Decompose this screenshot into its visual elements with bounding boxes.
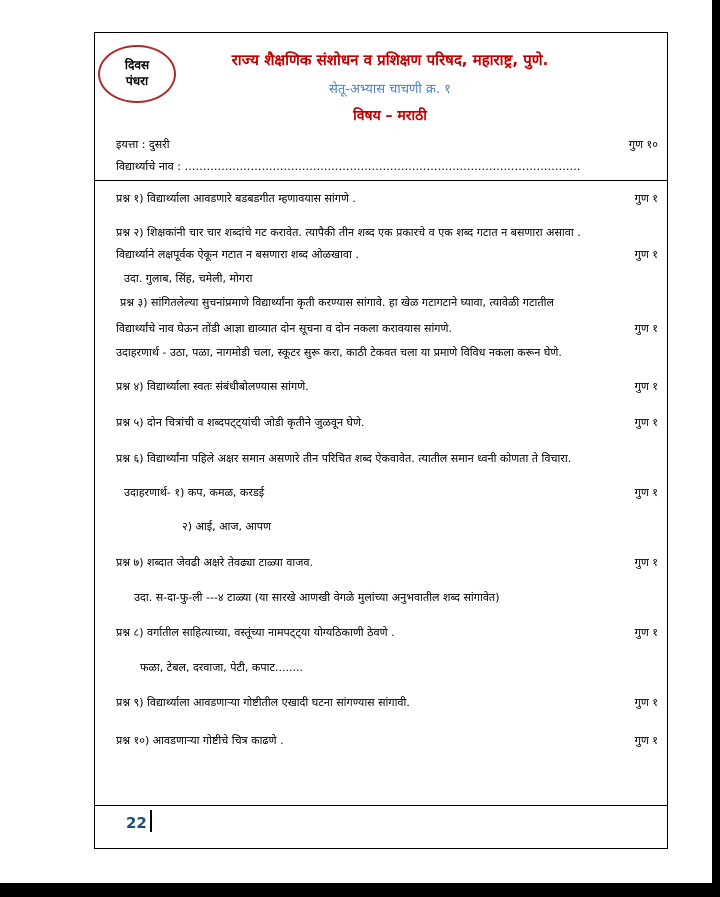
question-7: प्रश्न ७) शब्दात जेवढी अक्षरे तेवढ्या टाळ्या वाजव. (116, 556, 314, 569)
question-1-marks: गुण १ (634, 192, 658, 205)
question-5: प्रश्न ५) दोन चित्रांची व शब्दपट्ट्यांची जोडी कृतीने जुळवून घेणे. (116, 416, 365, 429)
question-2-example: उदा. गुलाब, सिंह, चमेली, मोगरा (124, 272, 253, 285)
question-6: प्रश्न ६) विद्यार्थ्यांना पहिले अक्षर समान असणारे तीन परिचित शब्द ऐकवावेत. त्यातील समान ध्वनी कोणता ते विचारा. (116, 452, 572, 465)
subject-title: विषय – मराठी (353, 108, 427, 124)
page-number-bar (150, 810, 152, 832)
question-8-marks: गुण १ (634, 626, 658, 639)
question-3-example: उदाहरणार्थ - उठा, पळा, नागमोडी चला, स्कूटर सुरू करा, काठी टेकवत चला या प्रमाणे विविध नकला करून घेणे. (116, 346, 562, 359)
question-10-marks: गुण १ (634, 734, 658, 747)
badge-line1: दिवस (124, 58, 150, 72)
question-7-marks: गुण १ (634, 556, 658, 569)
question-4-marks: गुण १ (634, 380, 658, 393)
student-name-label: विद्यार्थ्याचे नाव : ……………………………………………………………………………………………… (116, 160, 581, 173)
page-number: 22 (126, 814, 147, 832)
question-6-marks: गुण १ (634, 486, 658, 499)
class-label: इयत्ता : दुसरी (116, 138, 170, 151)
question-2-line1: प्रश्न २) शिक्षकांनी चार चार शब्दांचे गट करावेत. त्यापैकी तीन शब्द एक प्रकारचे व एक शब्द गटात न बसणारा असावा . (116, 226, 581, 239)
question-1: प्रश्न १) विद्यार्थ्याला आवडणारे बडबडगीत म्हणावयास सांगणे . (116, 192, 356, 205)
question-10: प्रश्न १०) आवडणाऱ्या गोष्टीचे चित्र काढणे . (116, 734, 284, 747)
question-3-marks: गुण १ (634, 322, 658, 335)
total-marks: गुण १० (628, 138, 658, 151)
question-2-line2: विद्यार्थ्याने लक्षपूर्वक ऐकून गटात न बसणारा शब्द ओळखावा . (116, 248, 359, 261)
header-divider (94, 180, 668, 181)
question-5-marks: गुण १ (634, 416, 658, 429)
question-6-example-2: २) आई, आज, आपण (182, 520, 271, 533)
question-4: प्रश्न ४) विद्यार्थ्याला स्वतः संबंधीबोलण्यास सांगणे. (116, 380, 309, 393)
question-9: प्रश्न ९) विद्यार्थ्याला आवडणाऱ्या गोष्टीतील एखादी घटना सांगण्यास सांगावी. (116, 696, 410, 709)
footer-divider (94, 805, 668, 806)
org-title: राज्य शैक्षणिक संशोधन व प्रशिक्षण परिषद, महाराष्ट्र, पुणे. (231, 51, 549, 69)
question-3-line2: विद्यार्थ्यांचे नाव घेऊन तोंडी आज्ञा द्याव्यात दोन सूचना व दोन नकला करावयास सांगणे. (116, 322, 452, 335)
question-9-marks: गुण १ (634, 696, 658, 709)
question-8-example: फळा, टेबल, दरवाजा, पेटी, कपाट........ (140, 661, 303, 674)
question-2-marks: गुण १ (634, 248, 658, 261)
badge-line2: पंधरा (125, 74, 149, 88)
question-8: प्रश्न ८) वर्गातील साहित्याच्या, वस्तूंच्या नामपट्ट्या योग्यठिकाणी ठेवणे . (116, 626, 395, 639)
question-7-example: उदा. स-दा-फु-ली ---४ टाळ्या (या सारखे आणखी वेगळे मुलांच्या अनुभवातील शब्द सांगावेत) (134, 591, 500, 604)
question-3-line1: प्रश्न ३) सांगितलेल्या सुचनांप्रमाणे विद्यार्थ्यांना कृती करण्यास सांगावे. हा खेळ गटागटाने घ्यावा, त्यावेळी गटातील (120, 296, 554, 309)
question-6-example-1: उदाहरणार्थ- १) कप, कमळ, करडई (124, 486, 265, 499)
page-border (94, 32, 668, 849)
day-badge (98, 45, 176, 103)
test-title: सेतू-अभ्यास चाचणी क्र. १ (329, 82, 451, 97)
